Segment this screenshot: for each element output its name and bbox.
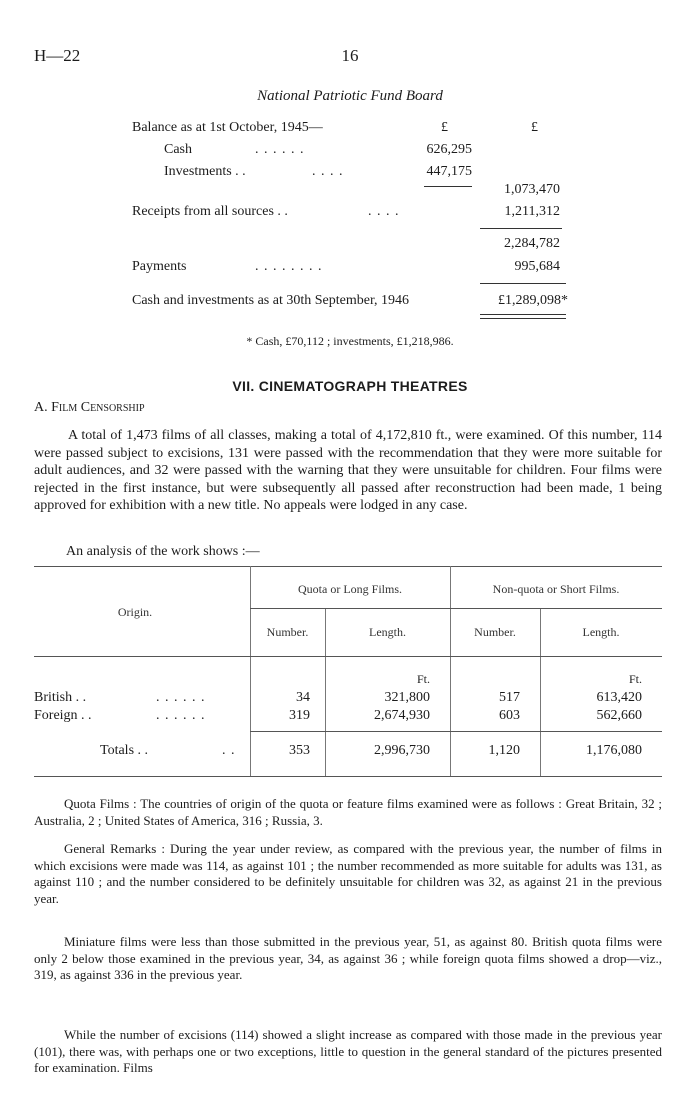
page-number: 16 <box>341 46 359 65</box>
table-row-leader-dots: . . . . . . <box>156 690 206 705</box>
analysis-intro: An analysis of the work shows :— <box>66 544 260 559</box>
table-row-nonquota-length: 613,420 <box>596 690 642 705</box>
miniature-films-text: Miniature films were less than those submitted in the previous year, 51, as against 80. British quota films were only 2 below those examined in the previous year, 34, as against 36 ; while foreign quota films showed a drop—viz., 319, as against 336 in the previous year. <box>34 934 662 983</box>
investments-leader-dots: . . . . <box>312 164 344 179</box>
totals-top-rule <box>250 731 662 732</box>
subtotal-rule <box>424 186 472 187</box>
nonquota-length-header: Length. <box>582 625 620 639</box>
totals-quota-length: 2,996,730 <box>374 743 430 758</box>
closing-double-rule-top <box>480 314 566 315</box>
miniature-films-paragraph <box>34 934 662 984</box>
total-rule <box>480 228 562 229</box>
table-row-quota-number: 319 <box>289 708 310 723</box>
table-row-quota-number: 34 <box>296 690 310 705</box>
table-row-origin: Foreign . . <box>34 708 92 723</box>
table-row-nonquota-number: 603 <box>499 708 520 723</box>
column-unit-2: £ <box>531 120 538 135</box>
table-top-rule <box>34 566 662 567</box>
general-remarks-paragraph <box>34 841 662 907</box>
header-bottom-rule <box>34 656 662 657</box>
totals-quota-number: 353 <box>289 743 310 758</box>
quota-films-paragraph <box>34 796 662 829</box>
closing-label: Cash and investments as at 30th September, 1946 <box>132 293 410 308</box>
totals-label: Totals . . <box>100 743 149 758</box>
totals-nonquota-length: 1,176,080 <box>586 743 642 758</box>
fund-footnote: * Cash, £70,112 ; investments, £1,218,986. <box>246 334 454 348</box>
general-remarks-text: General Remarks : During the year under review, as compared with the previous year, the number of films in which excisions were made was 114, as against 101 ; the number recommended as more suitable for adults was 131, as against 110 ; and the number considered to be definitely unsuitable for children was 32, as against 21 in the previous year. <box>34 841 662 906</box>
excisions-text: While the number of excisions (114) showed a slight increase as compared with those made in the previous year (101), there was, with perhaps one or two exceptions, little to question in the general standard of the pictures presented for examination. Films <box>34 1027 662 1076</box>
origin-header: Origin. <box>117 605 153 619</box>
payments-value: 995,684 <box>514 259 560 274</box>
fund-title: National Patriotic Fund Board <box>257 88 443 104</box>
section-title: VII. CINEMATOGRAPH THEATRES <box>232 378 468 394</box>
excisions-paragraph <box>34 1027 662 1077</box>
quota-films-text: Quota Films : The countries of origin of the quota or feature films examined were as follows : Great Britain, 32 ; Australia, 2 ; United States of America, 316 ; Russia, 3. <box>34 796 662 828</box>
table-row-quota-length: 2,674,930 <box>374 708 430 723</box>
censorship-paragraph-text: A total of 1,473 films of all classes, making a total of 4,172,810 ft., were examined. Of this number, 114 were passed subject to excisions, 131 were passed with the recommendation that they were more suitable for adult audiences, and 32 were passed with the warning that they were unsuitable for children. Four films were rejected in the first instance, but were subsequently all passed after reconstruction had been made, 1 being approved for exhibition with a new title. No appeals were lodged in any case. <box>34 428 662 513</box>
closing-value: £1,289,098* <box>498 293 568 308</box>
table-row-nonquota-length: 562,660 <box>596 708 642 723</box>
nonquota-length-unit: Ft. <box>628 672 642 686</box>
balance-label: Balance as at 1st October, 1945— <box>132 120 323 135</box>
quota-length-header: Length. <box>369 625 406 639</box>
totals-nonquota-number: 1,120 <box>488 743 520 758</box>
document-reference: H—22 <box>34 46 81 65</box>
subtotal-value: 1,073,470 <box>504 182 560 197</box>
receipts-value: 1,211,312 <box>504 204 560 219</box>
payments-label: Payments <box>132 259 187 274</box>
table-row-quota-length: 321,800 <box>384 690 430 705</box>
totals-leader-dots: . . <box>222 743 236 758</box>
quota-number-header: Number. <box>266 625 309 639</box>
investments-label: Investments . . <box>164 164 246 179</box>
receipts-leader-dots: . . . . <box>368 204 400 219</box>
group-header-rule <box>250 608 662 609</box>
table-row-origin: British . . <box>34 690 87 705</box>
nonquota-group-header: Non-quota or Short Films. <box>492 582 620 596</box>
closing-rule <box>480 283 566 284</box>
total-value: 2,284,782 <box>504 236 560 251</box>
cash-value: 626,295 <box>426 142 472 157</box>
closing-double-rule-bottom <box>480 318 566 319</box>
censorship-paragraph <box>34 427 662 515</box>
table-bottom-rule <box>34 776 662 777</box>
receipts-label: Receipts from all sources . . <box>132 204 288 219</box>
table-row-nonquota-number: 517 <box>499 690 520 705</box>
cash-label: Cash <box>164 142 192 157</box>
payments-leader-dots: . . . . . . . . <box>255 259 323 274</box>
quota-length-unit: Ft. <box>416 672 430 686</box>
section-subheading: A. Film Censorship <box>34 400 145 415</box>
investments-value: 447,175 <box>426 164 472 179</box>
quota-group-header: Quota or Long Films. <box>298 582 402 596</box>
nonquota-number-header: Number. <box>474 625 516 639</box>
table-row-leader-dots: . . . . . . <box>156 708 206 723</box>
column-unit-1: £ <box>441 120 448 135</box>
cash-leader-dots: . . . . . . <box>255 142 305 157</box>
